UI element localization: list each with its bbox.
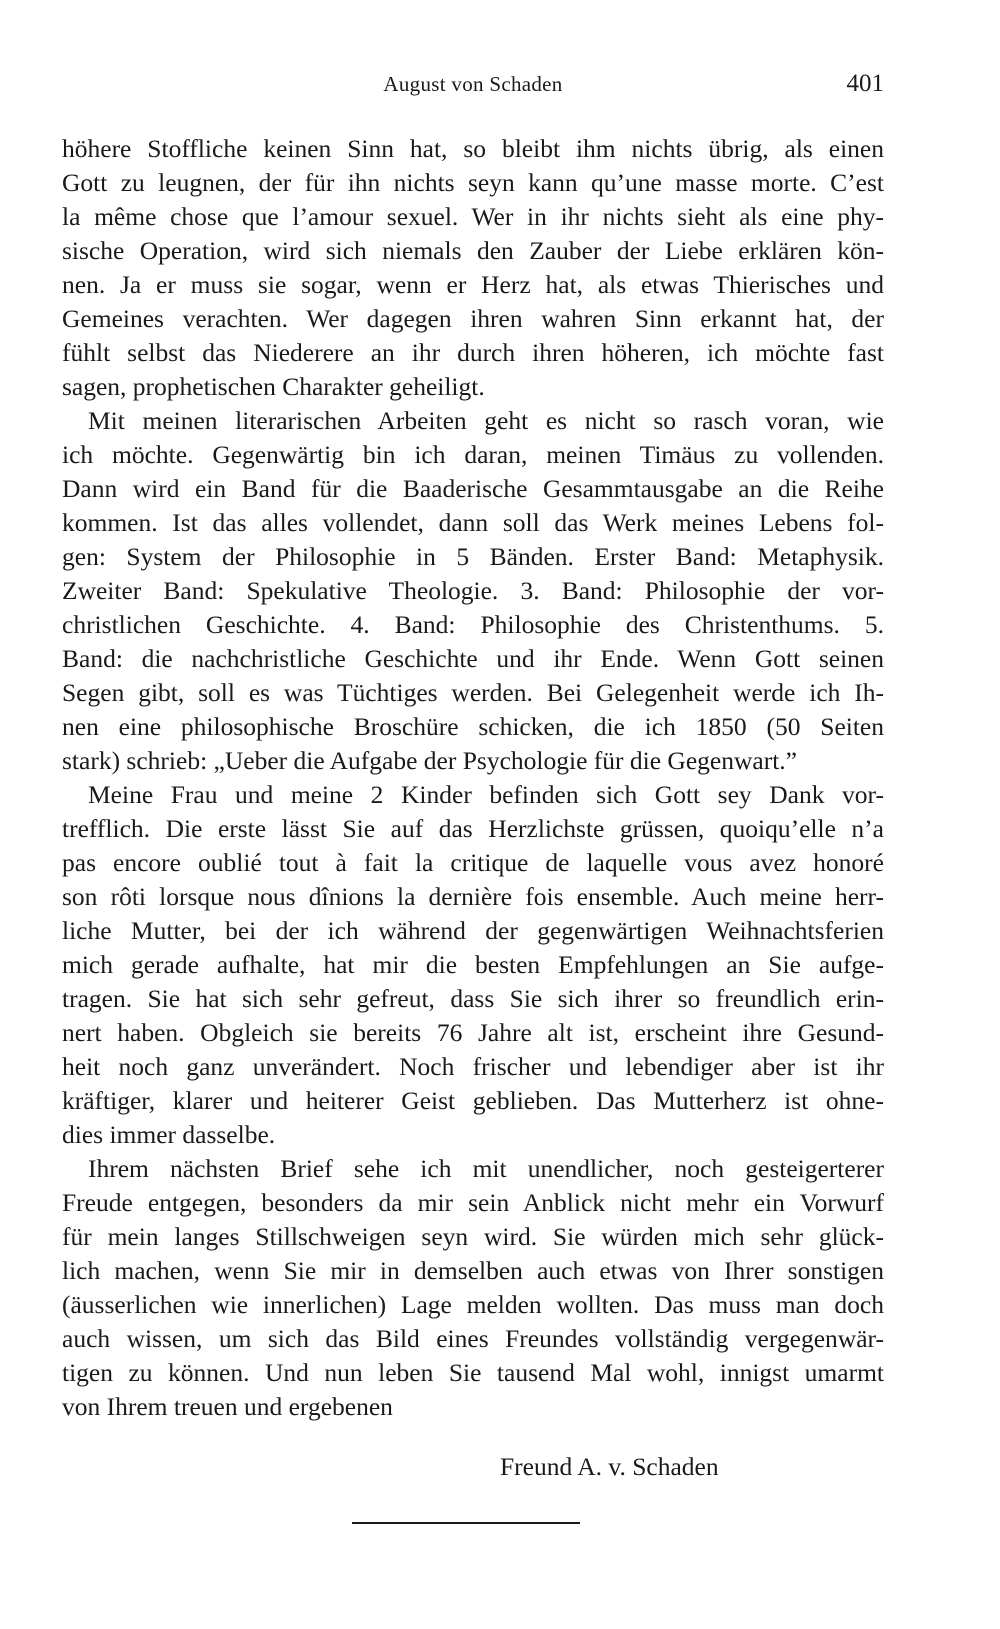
text-line: pas encore oublié tout à fait la critique de laquelle vous avez honoré	[62, 848, 884, 877]
text-line: für mein langes Stillschweigen seyn wird. Sie würden mich sehr glück-	[62, 1222, 884, 1251]
text-line: nen. Ja er muss sie sogar, wenn er Herz hat, als etwas Thierisches und	[62, 270, 884, 299]
paragraph	[62, 404, 884, 778]
paragraph	[62, 778, 884, 1152]
text-line: ich möchte. Gegenwärtig bin ich daran, meinen Timäus zu vollenden.	[62, 440, 884, 469]
text-line: Mit meinen literarischen Arbeiten geht es nicht so rasch voran, wie	[88, 406, 884, 435]
text-line: sagen, prophetischen Charakter geheiligt.	[62, 372, 485, 401]
text-line: Segen gibt, soll es was Tüchtiges werden. Bei Gelegenheit werde ich Ih-	[62, 678, 884, 707]
running-head	[62, 70, 884, 110]
text-line: nert haben. Obgleich sie bereits 76 Jahre alt ist, erscheint ihre Gesund-	[62, 1018, 884, 1047]
text-line: von Ihrem treuen und ergebenen	[62, 1392, 393, 1421]
text-line: Freude entgegen, besonders da mir sein Anblick nicht mehr ein Vorwurf	[62, 1188, 884, 1217]
page-number: 401	[846, 70, 884, 97]
text-line: tragen. Sie hat sich sehr gefreut, dass Sie sich ihrer so freundlich erin-	[62, 984, 884, 1013]
text-line: Gott zu leugnen, der für ihn nichts seyn kann qu’une masse morte. C’est	[62, 168, 884, 197]
text-line: son rôti lorsque nous dînions la dernière fois ensemble. Auch meine herr-	[62, 882, 884, 911]
text-line: (äusserlichen wie innerlichen) Lage melden wollten. Das muss man doch	[62, 1290, 884, 1319]
text-line: lich machen, wenn Sie mir in demselben auch etwas von Ihrer sonstigen	[62, 1256, 884, 1285]
text-line: heit noch ganz unverändert. Noch frischer und lebendiger aber ist ihr	[62, 1052, 884, 1081]
text-line: christlichen Geschichte. 4. Band: Philosophie des Christenthums. 5.	[62, 610, 884, 639]
text-line: höhere Stoffliche keinen Sinn hat, so bleibt ihm nichts übrig, als einen	[62, 134, 884, 163]
text-line: Meine Frau und meine 2 Kinder befinden sich Gott sey Dank vor-	[88, 780, 884, 809]
text-line: trefflich. Die erste lässt Sie auf das Herzlichste grüssen, quoiqu’elle n’a	[62, 814, 884, 843]
text-line: nen eine philosophische Broschüre schicken, die ich 1850 (50 Seiten	[62, 712, 884, 741]
text-line: liche Mutter, bei der ich während der gegenwärtigen Weihnachtsferien	[62, 916, 884, 945]
text-line: dies immer dasselbe.	[62, 1120, 276, 1149]
text-line: gen: System der Philosophie in 5 Bänden. Erster Band: Metaphysik.	[62, 542, 884, 571]
text-line: Zweiter Band: Spekulative Theologie. 3. Band: Philosophie der vor-	[62, 576, 884, 605]
text-line: fühlt selbst das Niederere an ihr durch ihren höheren, ich möchte fast	[62, 338, 884, 367]
text-line: Ihrem nächsten Brief sehe ich mit unendlicher, noch gesteigerterer	[88, 1154, 884, 1183]
text-line: auch wissen, um sich das Bild eines Freundes vollständig vergegenwär-	[62, 1324, 884, 1353]
text-line: sische Operation, wird sich niemals den Zauber der Liebe erklären kön-	[62, 236, 884, 265]
text-line: stark) schrieb: „Ueber die Aufgabe der Psychologie für die Gegenwart.”	[62, 746, 797, 775]
text-line: Band: die nachchristliche Geschichte und ihr Ende. Wenn Gott seinen	[62, 644, 884, 673]
running-title: August von Schaden	[383, 72, 563, 96]
paragraph	[62, 1152, 884, 1424]
signature: Freund A. v. Schaden	[500, 1452, 719, 1481]
text-line: Gemeines verachten. Wer dagegen ihren wahren Sinn erkannt hat, der	[62, 304, 884, 333]
text-line: tigen zu können. Und nun leben Sie tausend Mal wohl, innigst umarmt	[62, 1358, 884, 1387]
paragraph	[62, 132, 884, 404]
text-line: la même chose que l’amour sexuel. Wer in ihr nichts sieht als eine phy-	[62, 202, 884, 231]
text-line: kommen. Ist das alles vollendet, dann soll das Werk meines Lebens fol-	[62, 508, 884, 537]
text-line: kräftiger, klarer und heiterer Geist geblieben. Das Mutterherz ist ohne-	[62, 1086, 884, 1115]
text-line: Dann wird ein Band für die Baaderische Gesammtausgabe an die Reihe	[62, 474, 884, 503]
end-rule	[352, 1522, 580, 1524]
letter-body	[62, 132, 884, 1424]
text-line: mich gerade aufhalte, hat mir die besten Empfehlungen an Sie aufge-	[62, 950, 884, 979]
